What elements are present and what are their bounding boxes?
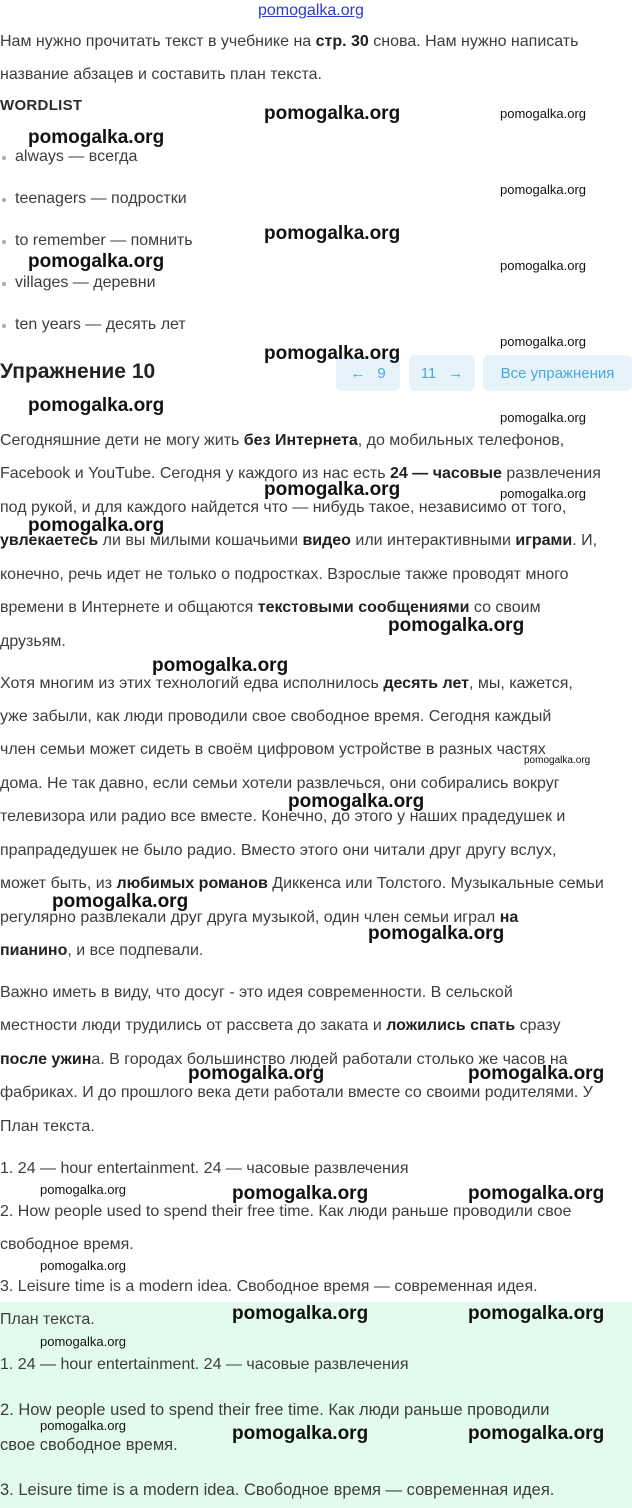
watermark: pomogalka.org: [500, 258, 586, 273]
para1-line: конечно, речь идет не только о подростках. Взрослые также проводят много: [0, 566, 569, 583]
next-exercise-label: 11: [420, 364, 437, 382]
para1-line: времени в Интернете и общаются текстовыми сообщениями со своим: [0, 599, 541, 616]
para3-line: после ужина. В городах большинство людей работали столько же часов на: [0, 1051, 568, 1068]
plan-item: 1. 24 — hour entertainment. 24 — часовые развлечения: [0, 1160, 409, 1177]
watermark: pomogalka.org: [524, 755, 591, 766]
arrow-left-icon: ←: [350, 364, 366, 382]
exercise-title: Упражнение 10: [0, 360, 156, 383]
watermark: pomogalka.org: [468, 1183, 605, 1204]
wordlist-item: to remember — помнить: [15, 232, 193, 249]
watermark: pomogalka.org: [500, 334, 586, 349]
all-exercises-button[interactable]: [483, 355, 632, 391]
para3-line: План текста.: [0, 1118, 95, 1135]
para2-line: Хотя многим из этих технологий едва исполнилось десять лет, мы, кажется,: [0, 675, 573, 692]
site-link[interactable]: pomogalka.org: [258, 2, 364, 19]
para1-line: Facebook и YouTube. Сегодня у каждого из нас есть 24 — часовые развлечения: [0, 465, 601, 482]
watermark: pomogalka.org: [28, 515, 165, 536]
watermark: pomogalka.org: [28, 127, 165, 148]
watermark: pomogalka.org: [232, 1183, 369, 1204]
para1-line: Сегодняшние дети не могу жить без Интернета, до мобильных телефонов,: [0, 432, 565, 449]
answer-title: План текста.: [0, 1311, 95, 1328]
plan-item: свободное время.: [0, 1236, 134, 1253]
plan-item: 2. How people used to spend their free time. Как люди раньше проводили свое: [0, 1203, 572, 1220]
para1-line: друзьям.: [0, 633, 66, 650]
answer-item: 2. How people used to spend their free time. Как люди раньше проводили: [0, 1401, 550, 1419]
wordlist-item: villages — деревни: [15, 274, 156, 291]
wordlist-item: ten years — десять лет: [15, 316, 186, 333]
watermark: pomogalka.org: [264, 343, 401, 364]
watermark: pomogalka.org: [368, 923, 505, 944]
watermark: pomogalka.org: [40, 1258, 126, 1273]
watermark: pomogalka.org: [28, 395, 165, 416]
answer-item: 3. Leisure time is a modern idea. Свободное время — современная идея.: [0, 1481, 555, 1499]
para2-line: дома. Не так давно, если семьи хотели развлечься, они собирались вокруг: [0, 775, 560, 792]
watermark: pomogalka.org: [468, 1063, 605, 1084]
watermark: pomogalka.org: [40, 1418, 126, 1433]
watermark: pomogalka.org: [232, 1423, 369, 1444]
watermark: pomogalka.org: [40, 1334, 126, 1349]
intro-line-1: Нам нужно прочитать текст в учебнике на стр. 30 снова. Нам нужно написать: [0, 33, 579, 50]
watermark: pomogalka.org: [468, 1303, 605, 1324]
para3-line: местности люди трудились от рассвета до заката и ложились спать сразу: [0, 1017, 561, 1034]
next-exercise-button[interactable]: [409, 355, 475, 391]
wordlist-item: always — всегда: [15, 148, 138, 165]
answer-item: 1. 24 — hour entertainment. 24 — часовые развлечения: [0, 1356, 409, 1373]
wordlist-item: teenagers — подростки: [15, 190, 187, 207]
watermark: pomogalka.org: [264, 223, 401, 244]
para3-line: Важно иметь в виду, что досуг - это идея современности. В сельской: [0, 984, 513, 1001]
para3-line: фабриках. И до прошлого века дети работали вместе со своими родителями. У: [0, 1084, 593, 1101]
arrow-right-icon: →: [448, 364, 464, 382]
watermark: pomogalka.org: [28, 251, 165, 272]
para2-line: регулярно развлекали друг друга музыкой, один член семьи играл на: [0, 909, 519, 926]
watermark: pomogalka.org: [468, 1423, 605, 1444]
watermark: pomogalka.org: [388, 615, 525, 636]
watermark: pomogalka.org: [500, 106, 586, 121]
wordlist-title: WORDLIST: [0, 97, 83, 114]
watermark: pomogalka.org: [264, 479, 401, 500]
watermark: pomogalka.org: [500, 486, 586, 501]
answer-item: свое свободное время.: [0, 1436, 178, 1454]
para2-line: уже забыли, как люди проводили свое свободное время. Сегодня каждый: [0, 708, 552, 725]
para1-line: под рукой, и для каждого найдется что — нибудь такое, независимо от того,: [0, 499, 567, 516]
para1-line: увлекаетесь ли вы милыми кошачьими видео или интерактивными играми. И,: [0, 532, 598, 549]
watermark: pomogalka.org: [40, 1182, 126, 1197]
prev-exercise-label: 9: [377, 364, 386, 382]
watermark: pomogalka.org: [264, 103, 401, 124]
para2-line: прапрадедушек не было радио. Вместо этого они читали друг другу вслух,: [0, 842, 557, 859]
para2-line: может быть, из любимых романов Диккенса или Толстого. Музыкальные семьи: [0, 875, 604, 892]
watermark: pomogalka.org: [500, 182, 586, 197]
watermark: pomogalka.org: [288, 791, 425, 812]
para2-line: пианино, и все подпевали.: [0, 942, 204, 959]
watermark: pomogalka.org: [52, 891, 189, 912]
watermark: pomogalka.org: [152, 655, 289, 676]
intro-line-2: название абзацев и составить план текста.: [0, 66, 322, 83]
watermark: pomogalka.org: [232, 1303, 369, 1324]
watermark: pomogalka.org: [500, 410, 586, 425]
watermark: pomogalka.org: [188, 1063, 325, 1084]
plan-item: 3. Leisure time is a modern idea. Свободное время — современная идея.: [0, 1278, 538, 1295]
para2-line: телевизора или радио все вместе. Конечно, до этого у наших прадедушек и: [0, 808, 566, 825]
all-exercises-label: Все упражнения: [500, 364, 615, 382]
para2-line: член семьи может сидеть в своём цифровом устройстве в разных частях: [0, 741, 546, 758]
